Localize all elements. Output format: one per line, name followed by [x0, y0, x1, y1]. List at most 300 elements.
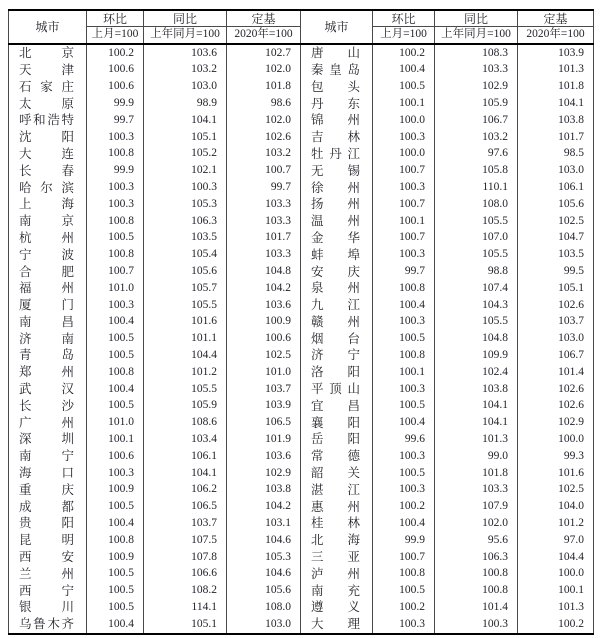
yoy-value-cell: 105.1: [144, 616, 227, 634]
mom-value-cell: 100.5: [87, 331, 144, 348]
city-cell: 烟台: [301, 331, 373, 348]
base-value-cell: 101.9: [227, 431, 301, 448]
city-cell: 大理: [301, 616, 373, 634]
yoy-value-cell: 104.3: [435, 297, 518, 314]
yoy-value-cell: 104.1: [144, 465, 227, 482]
header-yoy-right: 同比: [435, 10, 518, 27]
city-cell: 太原: [9, 95, 87, 112]
table-row: [9, 616, 594, 634]
yoy-value-cell: 98.9: [144, 95, 227, 112]
city-cell: 长沙: [9, 398, 87, 415]
city-cell: 宁波: [9, 247, 87, 264]
base-value-cell: 98.5: [563, 147, 584, 160]
city-cell: 武汉: [9, 381, 87, 398]
yoy-value-cell: 95.6: [435, 532, 518, 549]
city-cell: 湛江: [301, 482, 373, 499]
subheader-mom-left: 上月=100: [87, 27, 144, 45]
city-cell: 呼和浩特: [9, 112, 87, 129]
base-value-cell: 106.1: [558, 181, 584, 194]
city-cell: 泉州: [301, 280, 373, 297]
mom-value-cell: 100.2: [373, 499, 435, 516]
table-row: [9, 112, 594, 129]
base-value-cell: 100.0: [558, 567, 584, 580]
yoy-value-cell: 103.3: [435, 482, 518, 499]
mom-value-cell: 100.3: [87, 465, 144, 482]
mom-value-cell: 101.0: [87, 280, 144, 297]
mom-value-cell: 99.9: [373, 532, 435, 549]
base-value-cell: 103.8: [227, 482, 301, 499]
base-value-cell: 104.2: [227, 499, 301, 516]
table-row: [9, 549, 594, 566]
base-value-cell: 103.3: [227, 213, 301, 230]
mom-value-cell: 100.1: [373, 213, 435, 230]
yoy-value-cell: 105.9: [435, 95, 518, 112]
table-row: [9, 179, 594, 196]
mom-value-cell: 100.5: [87, 398, 144, 415]
base-value-cell: 103.0: [227, 616, 301, 634]
city-cell: 银川: [9, 599, 87, 616]
base-value-cell: 102.0: [227, 62, 301, 79]
city-cell: 扬州: [301, 196, 373, 213]
price-index-table-wrapper: [8, 9, 594, 635]
city-cell: 吉林: [301, 129, 373, 146]
city-cell: 北京: [9, 44, 87, 62]
base-value-cell: 106.5: [227, 415, 301, 432]
header-base-right: 定基: [518, 10, 594, 27]
base-value-cell: 103.8: [558, 113, 584, 126]
header-mom-right: 环比: [373, 10, 435, 27]
mom-value-cell: 100.0: [373, 112, 435, 129]
city-cell: 郑州: [9, 364, 87, 381]
table-row: [9, 415, 594, 432]
city-cell: 杭州: [9, 230, 87, 247]
city-cell: 厦门: [9, 297, 87, 314]
subheader-base-left: 2020年=100: [227, 27, 301, 45]
base-value-cell: 102.5: [558, 483, 584, 496]
yoy-value-cell: 105.6: [144, 263, 227, 280]
base-value-cell: 104.8: [227, 263, 301, 280]
table-row: [9, 499, 594, 516]
yoy-value-cell: 99.0: [435, 448, 518, 465]
city-cell: 三亚: [301, 549, 373, 566]
city-cell: 广州: [9, 415, 87, 432]
base-value-cell: 101.8: [558, 80, 584, 93]
city-cell: 乌鲁木齐: [9, 616, 87, 634]
city-cell: 西宁: [9, 583, 87, 600]
yoy-value-cell: 103.2: [435, 129, 518, 146]
base-value-cell: 105.6: [227, 583, 301, 600]
mom-value-cell: 100.7: [373, 196, 435, 213]
yoy-value-cell: 106.2: [144, 482, 227, 499]
base-value-cell: 103.3: [227, 196, 301, 213]
base-value-cell: 101.8: [227, 79, 301, 96]
city-cell: 长春: [9, 163, 87, 180]
table-row: [9, 213, 594, 230]
yoy-value-cell: 102.4: [435, 364, 518, 381]
table-row: [9, 599, 594, 616]
yoy-value-cell: 100.3: [435, 616, 518, 634]
mom-value-cell: 100.4: [87, 515, 144, 532]
city-cell: 昆明: [9, 532, 87, 549]
base-value-cell: 103.3: [227, 247, 301, 264]
city-cell: 重庆: [9, 482, 87, 499]
mom-value-cell: 99.7: [373, 263, 435, 280]
city-cell: 泸州: [301, 566, 373, 583]
city-cell: 沈阳: [9, 129, 87, 146]
yoy-value-cell: 101.6: [144, 314, 227, 331]
mom-value-cell: 100.8: [87, 247, 144, 264]
mom-value-cell: 100.8: [87, 213, 144, 230]
yoy-value-cell: 106.1: [144, 448, 227, 465]
base-value-cell: 101.0: [227, 364, 301, 381]
city-cell: 桂林: [301, 515, 373, 532]
city-cell: 秦皇岛: [301, 62, 373, 79]
base-value-cell: 106.7: [558, 348, 584, 361]
yoy-value-cell: 106.3: [435, 549, 518, 566]
yoy-value-cell: 105.9: [144, 398, 227, 415]
city-cell: 济宁: [301, 347, 373, 364]
base-value-cell: 102.0: [227, 112, 301, 129]
mom-value-cell: 100.8: [373, 566, 435, 583]
yoy-value-cell: 98.8: [435, 263, 518, 280]
base-value-cell: 103.0: [558, 332, 584, 345]
yoy-value-cell: 105.5: [144, 381, 227, 398]
base-value-cell: 99.5: [563, 265, 584, 277]
mom-value-cell: 100.4: [87, 616, 144, 634]
mom-value-cell: 100.5: [87, 583, 144, 600]
city-cell: 常德: [301, 448, 373, 465]
mom-value-cell: 100.2: [373, 599, 435, 616]
base-value-cell: 102.6: [227, 129, 301, 146]
base-value-cell: 103.7: [227, 381, 301, 398]
yoy-value-cell: 103.8: [435, 381, 518, 398]
city-cell: 岳阳: [301, 431, 373, 448]
base-value-cell: 100.1: [558, 584, 584, 597]
city-cell: 济南: [9, 331, 87, 348]
mom-value-cell: 101.0: [87, 415, 144, 432]
yoy-value-cell: 106.3: [144, 213, 227, 230]
city-cell: 丹东: [301, 95, 373, 112]
city-cell: 襄阳: [301, 415, 373, 432]
base-value-cell: 99.3: [563, 449, 584, 462]
base-value-cell: 100.7: [227, 163, 301, 180]
base-value-cell: 102.6: [558, 399, 584, 412]
city-cell: 惠州: [301, 499, 373, 516]
mom-value-cell: 100.9: [87, 549, 144, 566]
mom-value-cell: 100.8: [373, 347, 435, 364]
yoy-value-cell: 105.5: [435, 247, 518, 264]
yoy-value-cell: 102.0: [435, 515, 518, 532]
header-mom-left: 环比: [87, 10, 144, 27]
table-row: [9, 44, 594, 62]
city-cell: 赣州: [301, 314, 373, 331]
table-row: [9, 230, 594, 247]
city-cell: 遵义: [301, 599, 373, 616]
mom-value-cell: 100.4: [373, 62, 435, 79]
table-row: [9, 62, 594, 79]
yoy-value-cell: 105.4: [144, 247, 227, 264]
mom-value-cell: 100.1: [373, 95, 435, 112]
mom-value-cell: 100.3: [373, 247, 435, 264]
city-cell: 九江: [301, 297, 373, 314]
table-row: [9, 448, 594, 465]
base-value-cell: 101.3: [558, 63, 584, 76]
table-row: [9, 297, 594, 314]
yoy-value-cell: 105.5: [144, 297, 227, 314]
yoy-value-cell: 103.3: [435, 62, 518, 79]
base-value-cell: 103.9: [227, 398, 301, 415]
base-value-cell: 104.6: [227, 566, 301, 583]
city-cell: 福州: [9, 280, 87, 297]
yoy-value-cell: 104.1: [144, 112, 227, 129]
base-value-cell: 100.9: [227, 314, 301, 331]
base-value-cell: 103.1: [227, 515, 301, 532]
city-cell: 海口: [9, 465, 87, 482]
yoy-value-cell: 105.2: [144, 146, 227, 163]
base-value-cell: 100.0: [558, 432, 584, 445]
yoy-value-cell: 101.2: [144, 364, 227, 381]
table-row: [9, 263, 594, 280]
yoy-value-cell: 107.9: [435, 499, 518, 516]
base-value-cell: 101.4: [558, 365, 584, 378]
table-row: [9, 314, 594, 331]
base-value-cell: 100.2: [558, 617, 584, 630]
yoy-value-cell: 103.6: [144, 44, 227, 62]
header-base-left: 定基: [227, 10, 301, 27]
yoy-value-cell: 100.8: [435, 583, 518, 600]
mom-value-cell: 100.8: [373, 280, 435, 297]
city-cell: 韶关: [301, 465, 373, 482]
mom-value-cell: 100.3: [373, 616, 435, 634]
mom-value-cell: 100.2: [87, 44, 144, 62]
table-row: [9, 163, 594, 180]
table-row: [9, 79, 594, 96]
table-row: [9, 381, 594, 398]
yoy-value-cell: 103.5: [144, 230, 227, 247]
base-value-cell: 104.2: [227, 280, 301, 297]
mom-value-cell: 100.4: [87, 381, 144, 398]
mom-value-cell: 100.3: [373, 179, 435, 196]
yoy-value-cell: 102.9: [435, 79, 518, 96]
mom-value-cell: 99.9: [87, 95, 144, 112]
city-cell: 徐州: [301, 179, 373, 196]
yoy-value-cell: 100.8: [435, 566, 518, 583]
yoy-value-cell: 104.8: [435, 331, 518, 348]
table-row: [9, 196, 594, 213]
base-value-cell: 101.2: [558, 516, 584, 529]
mom-value-cell: 100.7: [87, 263, 144, 280]
table-row: [9, 583, 594, 600]
base-value-cell: 104.0: [558, 500, 584, 513]
mom-value-cell: 100.3: [373, 129, 435, 146]
yoy-value-cell: 103.0: [144, 79, 227, 96]
yoy-value-cell: 108.2: [144, 583, 227, 600]
city-cell: 青岛: [9, 347, 87, 364]
base-value-cell: 102.7: [227, 44, 301, 62]
yoy-value-cell: 104.1: [435, 398, 518, 415]
table-row: [9, 515, 594, 532]
yoy-value-cell: 101.3: [435, 431, 518, 448]
mom-value-cell: 100.5: [373, 583, 435, 600]
yoy-value-cell: 106.6: [144, 566, 227, 583]
city-cell: 无锡: [301, 163, 373, 180]
yoy-value-cell: 108.3: [435, 44, 518, 62]
base-value-cell: 103.9: [558, 46, 584, 59]
yoy-value-cell: 101.1: [144, 331, 227, 348]
mom-value-cell: 100.4: [87, 314, 144, 331]
mom-value-cell: 100.4: [373, 515, 435, 532]
city-cell: 平顶山: [301, 381, 373, 398]
yoy-value-cell: 101.4: [435, 599, 518, 616]
table-row: [9, 431, 594, 448]
yoy-value-cell: 103.4: [144, 431, 227, 448]
yoy-value-cell: 114.1: [144, 599, 227, 616]
base-value-cell: 98.6: [227, 95, 301, 112]
mom-value-cell: 100.3: [87, 297, 144, 314]
base-value-cell: 102.6: [558, 382, 584, 395]
header-city-right: 城市: [301, 10, 373, 44]
yoy-value-cell: 110.1: [435, 179, 518, 196]
city-cell: 包头: [301, 79, 373, 96]
yoy-value-cell: 106.7: [435, 112, 518, 129]
mom-value-cell: 100.5: [87, 566, 144, 583]
mom-value-cell: 100.3: [373, 314, 435, 331]
yoy-value-cell: 109.9: [435, 347, 518, 364]
base-value-cell: 99.7: [227, 179, 301, 196]
table-row: [9, 146, 594, 163]
city-cell: 安庆: [301, 263, 373, 280]
city-cell: 南昌: [9, 314, 87, 331]
yoy-value-cell: 105.5: [435, 314, 518, 331]
city-cell: 锦州: [301, 112, 373, 129]
table-body: [9, 44, 594, 634]
base-value-cell: 102.5: [558, 214, 584, 227]
mom-value-cell: 100.7: [373, 163, 435, 180]
mom-value-cell: 100.5: [373, 398, 435, 415]
table-row: [9, 129, 594, 146]
city-cell: 天津: [9, 62, 87, 79]
subheader-base-right: 2020年=100: [526, 28, 585, 41]
city-cell: 北海: [301, 532, 373, 549]
base-value-cell: 104.7: [558, 231, 584, 244]
city-cell: 合肥: [9, 263, 87, 280]
base-value-cell: 104.1: [558, 97, 584, 110]
mom-value-cell: 100.3: [87, 196, 144, 213]
table-row: [9, 482, 594, 499]
mom-value-cell: 100.6: [87, 62, 144, 79]
base-value-cell: 102.9: [558, 416, 584, 429]
base-value-cell: 102.9: [227, 465, 301, 482]
mom-value-cell: 100.0: [373, 146, 435, 163]
mom-value-cell: 100.3: [87, 129, 144, 146]
mom-value-cell: 100.6: [87, 448, 144, 465]
mom-value-cell: 100.3: [373, 448, 435, 465]
yoy-value-cell: 108.6: [144, 415, 227, 432]
yoy-value-cell: 102.1: [144, 163, 227, 180]
mom-value-cell: 100.5: [373, 331, 435, 348]
yoy-value-cell: 105.8: [435, 163, 518, 180]
city-cell: 宜昌: [301, 398, 373, 415]
city-cell: 南宁: [9, 448, 87, 465]
yoy-value-cell: 105.1: [144, 129, 227, 146]
mom-value-cell: 100.3: [373, 482, 435, 499]
yoy-value-cell: 100.3: [144, 179, 227, 196]
yoy-value-cell: 103.7: [144, 515, 227, 532]
city-price-index-table: [8, 9, 594, 635]
base-value-cell: 101.7: [558, 130, 584, 143]
yoy-value-cell: 106.5: [144, 499, 227, 516]
yoy-value-cell: 101.8: [435, 465, 518, 482]
header-city-left: 城市: [9, 10, 87, 44]
city-cell: 南充: [301, 583, 373, 600]
mom-value-cell: 100.4: [373, 415, 435, 432]
subheader-yoy-right: 上年同月=100: [435, 27, 518, 45]
table-row: [9, 95, 594, 112]
base-value-cell: 105.3: [227, 549, 301, 566]
city-cell: 成都: [9, 499, 87, 516]
mom-value-cell: 100.8: [87, 532, 144, 549]
city-cell: 大连: [9, 146, 87, 163]
mom-value-cell: 99.7: [87, 112, 144, 129]
yoy-value-cell: 107.8: [144, 549, 227, 566]
city-cell: 石家庄: [9, 79, 87, 96]
mom-value-cell: 100.5: [373, 79, 435, 96]
city-cell: 贵阳: [9, 515, 87, 532]
yoy-value-cell: 97.6: [435, 146, 518, 163]
city-cell: 深圳: [9, 431, 87, 448]
table-row: [9, 532, 594, 549]
base-value-cell: 101.3: [558, 600, 584, 613]
city-cell: 兰州: [9, 566, 87, 583]
yoy-value-cell: 105.5: [435, 213, 518, 230]
table-header: [9, 10, 594, 44]
base-value-cell: 108.0: [227, 599, 301, 616]
base-value-cell: 103.2: [227, 146, 301, 163]
mom-value-cell: 100.1: [87, 431, 144, 448]
yoy-value-cell: 104.4: [144, 347, 227, 364]
mom-value-cell: 100.6: [87, 79, 144, 96]
base-value-cell: 103.5: [558, 248, 584, 261]
table-row: [9, 247, 594, 264]
mom-value-cell: 100.5: [87, 599, 144, 616]
table-row: [9, 398, 594, 415]
mom-value-cell: 100.8: [87, 364, 144, 381]
mom-value-cell: 99.6: [373, 431, 435, 448]
mom-value-cell: 100.9: [87, 482, 144, 499]
yoy-value-cell: 104.1: [435, 415, 518, 432]
mom-value-cell: 99.9: [87, 163, 144, 180]
city-cell: 蚌埠: [301, 247, 373, 264]
subheader-yoy-left: 上年同月=100: [144, 27, 227, 45]
base-value-cell: 101.6: [558, 466, 584, 479]
base-value-cell: 103.6: [227, 448, 301, 465]
mom-value-cell: 100.2: [373, 44, 435, 62]
base-value-cell: 103.0: [558, 164, 584, 177]
city-cell: 唐山: [301, 44, 373, 62]
city-cell: 温州: [301, 213, 373, 230]
city-cell: 牡丹江: [301, 146, 373, 163]
base-value-cell: 104.4: [558, 550, 584, 563]
mom-value-cell: 100.4: [373, 297, 435, 314]
base-value-cell: 100.6: [227, 331, 301, 348]
city-cell: 哈尔滨: [9, 179, 87, 196]
table-row: [9, 465, 594, 482]
base-value-cell: 105.6: [558, 197, 584, 210]
mom-value-cell: 100.5: [87, 499, 144, 516]
table-row: [9, 347, 594, 364]
header-yoy-left: 同比: [144, 10, 227, 27]
base-value-cell: 103.6: [227, 297, 301, 314]
